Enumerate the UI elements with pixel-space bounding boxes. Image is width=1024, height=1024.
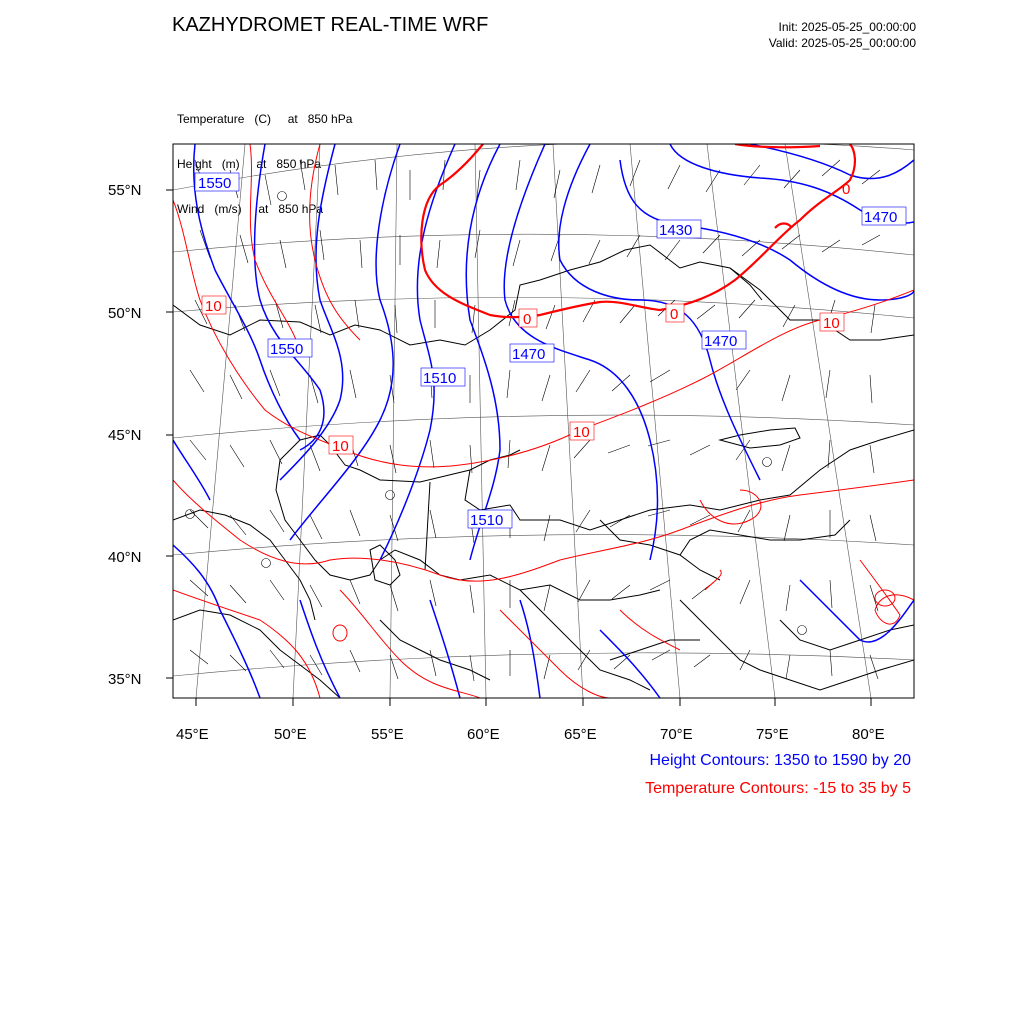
lon-label-80e: 80°E (852, 726, 885, 743)
height-label (657, 220, 701, 239)
lon-label-45e: 45°E (176, 726, 209, 743)
height-label (268, 339, 312, 358)
lat-label-50n: 50°N (108, 305, 142, 322)
height-contours (173, 144, 914, 698)
svg-text:1470: 1470 (512, 346, 546, 363)
temperature-label (820, 313, 844, 332)
lon-label-60e: 60°E (467, 726, 500, 743)
svg-text:10: 10 (573, 424, 590, 441)
lon-label-65e: 65°E (564, 726, 597, 743)
temperature-label (842, 181, 850, 198)
svg-text:10: 10 (823, 315, 840, 332)
field-wind: Wind (m/s) at 850 hPa (177, 202, 324, 216)
temperature-label (519, 309, 537, 328)
lat-label-55n: 55°N (108, 182, 142, 199)
svg-text:1550: 1550 (198, 175, 232, 192)
map-frame (173, 144, 914, 698)
height-label (702, 331, 746, 350)
temperature-label (202, 296, 226, 315)
field-height: Height (m) at 850 hPa (177, 157, 322, 171)
height-label (510, 344, 554, 363)
lat-label-40n: 40°N (108, 549, 142, 566)
temperature-contours (173, 144, 914, 698)
svg-text:1510: 1510 (423, 370, 457, 387)
height-label (468, 510, 512, 529)
chart-title: KAZHYDROMET REAL-TIME WRF (172, 14, 489, 36)
svg-text:1550: 1550 (270, 341, 304, 358)
field-temperature: Temperature (C) at 850 hPa (177, 112, 353, 126)
svg-text:0: 0 (523, 311, 532, 328)
height-label (195, 173, 239, 192)
temperature-label (666, 304, 684, 323)
svg-text:1470: 1470 (704, 333, 738, 350)
height-contour-labels (195, 173, 906, 529)
height-label (421, 368, 465, 387)
lat-label-45n: 45°N (108, 427, 142, 444)
country-borders (173, 245, 914, 698)
svg-text:10: 10 (205, 298, 222, 315)
svg-text:0: 0 (842, 181, 851, 198)
height-label (862, 207, 906, 226)
svg-text:0: 0 (670, 306, 679, 323)
valid-time: Valid: 2025-05-25_00:00:00 (768, 36, 916, 50)
svg-text:10: 10 (332, 438, 349, 455)
graticule (173, 141, 914, 698)
temperature-label (329, 436, 353, 455)
svg-text:1510: 1510 (470, 512, 504, 529)
latitude-axis (166, 190, 173, 678)
lon-label-75e: 75°E (756, 726, 789, 743)
temperature-contour-labels (202, 181, 850, 455)
init-time: Init: 2025-05-25_00:00:00 (778, 20, 916, 34)
lat-label-35n: 35°N (108, 671, 142, 688)
svg-text:1430: 1430 (659, 222, 693, 239)
longitude-axis (196, 698, 871, 706)
height-legend: Height Contours: 1350 to 1590 by 20 (649, 752, 911, 769)
lon-label-50e: 50°E (274, 726, 307, 743)
svg-text:1470: 1470 (864, 209, 898, 226)
temperature-label (570, 422, 594, 441)
freezing-contour (421, 144, 855, 317)
temperature-legend: Temperature Contours: -15 to 35 by 5 (645, 780, 911, 797)
lon-label-55e: 55°E (371, 726, 404, 743)
lon-label-70e: 70°E (660, 726, 693, 743)
